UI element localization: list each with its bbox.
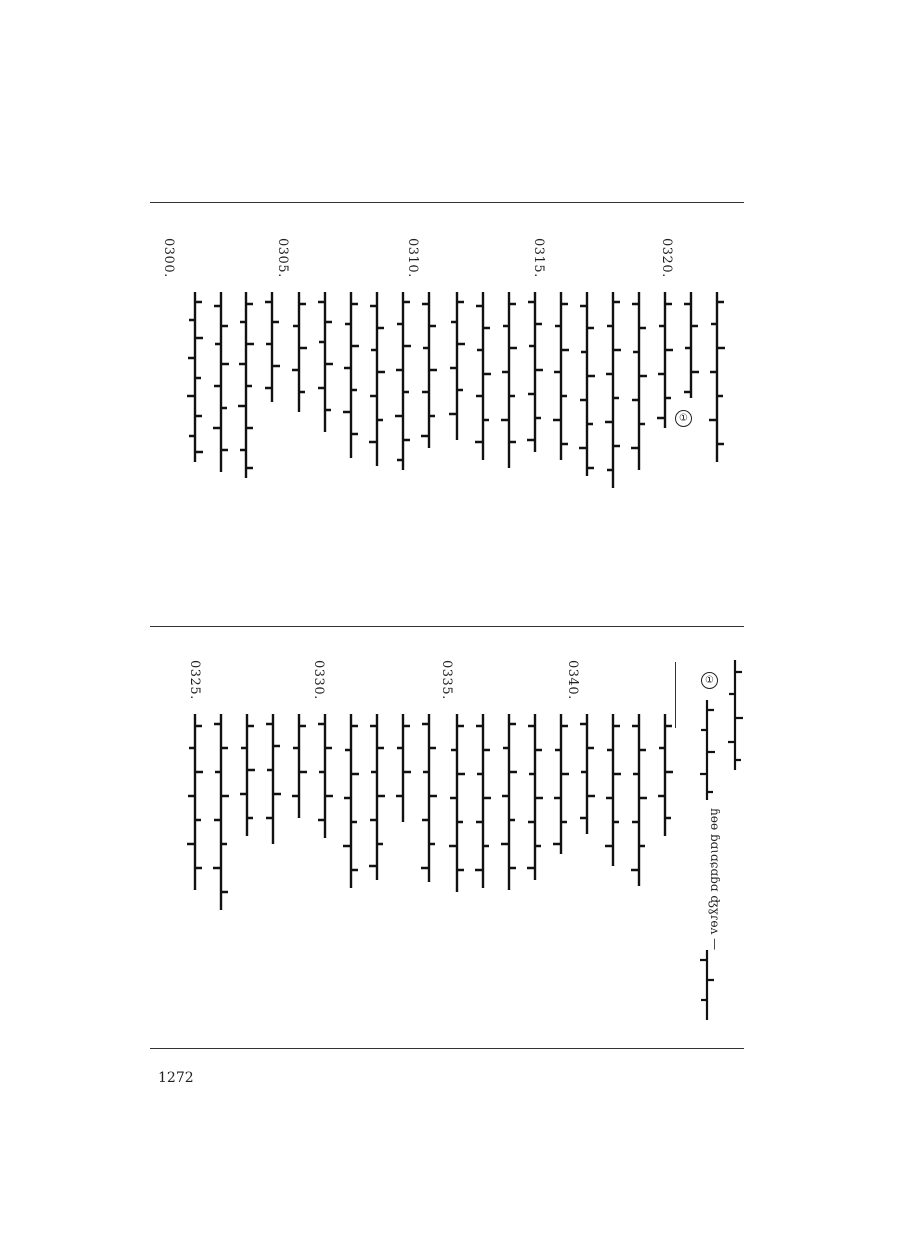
middle-rule — [150, 626, 744, 627]
script-column — [314, 714, 340, 838]
line-marker-0335: 0335. — [439, 660, 454, 700]
script-column — [366, 292, 392, 466]
script-column — [576, 714, 602, 834]
script-column — [602, 714, 628, 866]
script-column — [576, 292, 602, 476]
script-column — [654, 714, 680, 836]
bottom-rule — [150, 1048, 744, 1049]
script-column — [628, 292, 654, 470]
line-marker-0305: 0305. — [275, 238, 290, 278]
script-column — [262, 714, 288, 844]
footnote-marker: ① — [701, 672, 718, 689]
script-column — [340, 714, 366, 888]
script-column — [446, 714, 472, 892]
script-column — [236, 714, 262, 836]
line-marker-0315: 0315. — [531, 238, 546, 278]
script-column — [706, 292, 732, 462]
script-column — [654, 292, 680, 428]
footnote-reference-marker: ① — [675, 410, 692, 427]
line-marker-0330: 0330. — [311, 660, 326, 700]
script-column — [184, 714, 210, 890]
script-column — [524, 292, 550, 452]
script-column — [288, 292, 314, 412]
script-column — [235, 292, 261, 478]
top-rule — [150, 202, 744, 203]
script-column — [498, 292, 524, 468]
script-column — [472, 714, 498, 888]
script-column — [550, 292, 576, 460]
line-marker-0340: 0340. — [565, 660, 580, 700]
script-column — [392, 292, 418, 470]
line-marker-0325: 0325. — [187, 660, 202, 700]
script-column — [680, 292, 706, 398]
script-column — [366, 714, 392, 880]
script-column — [418, 292, 444, 448]
script-column — [628, 714, 654, 886]
script-column — [340, 292, 366, 458]
line-marker-0310: 0310. — [405, 238, 420, 278]
footnote-script — [724, 660, 750, 770]
script-column — [602, 292, 628, 488]
line-marker-0320: 0320. — [659, 238, 674, 278]
script-column — [550, 714, 576, 854]
script-column — [446, 292, 472, 440]
footnote-script — [696, 950, 722, 1020]
script-column — [210, 714, 236, 910]
script-column — [418, 714, 444, 882]
script-column — [288, 714, 314, 818]
script-column — [314, 292, 340, 432]
line-marker-0300: 0300. — [161, 238, 176, 278]
script-column — [261, 292, 287, 402]
script-column — [472, 292, 498, 460]
footnote-script — [696, 700, 722, 800]
script-column — [498, 714, 524, 890]
script-column — [210, 292, 236, 472]
page-number: 1272 — [158, 1070, 194, 1086]
script-column — [392, 714, 418, 822]
footnote-latin-text: ɦɵө ɓɑɩɑɕɑɓɑ ʤɣɾɵʌ — — [708, 808, 722, 951]
script-column — [524, 714, 550, 880]
script-column — [184, 292, 210, 462]
